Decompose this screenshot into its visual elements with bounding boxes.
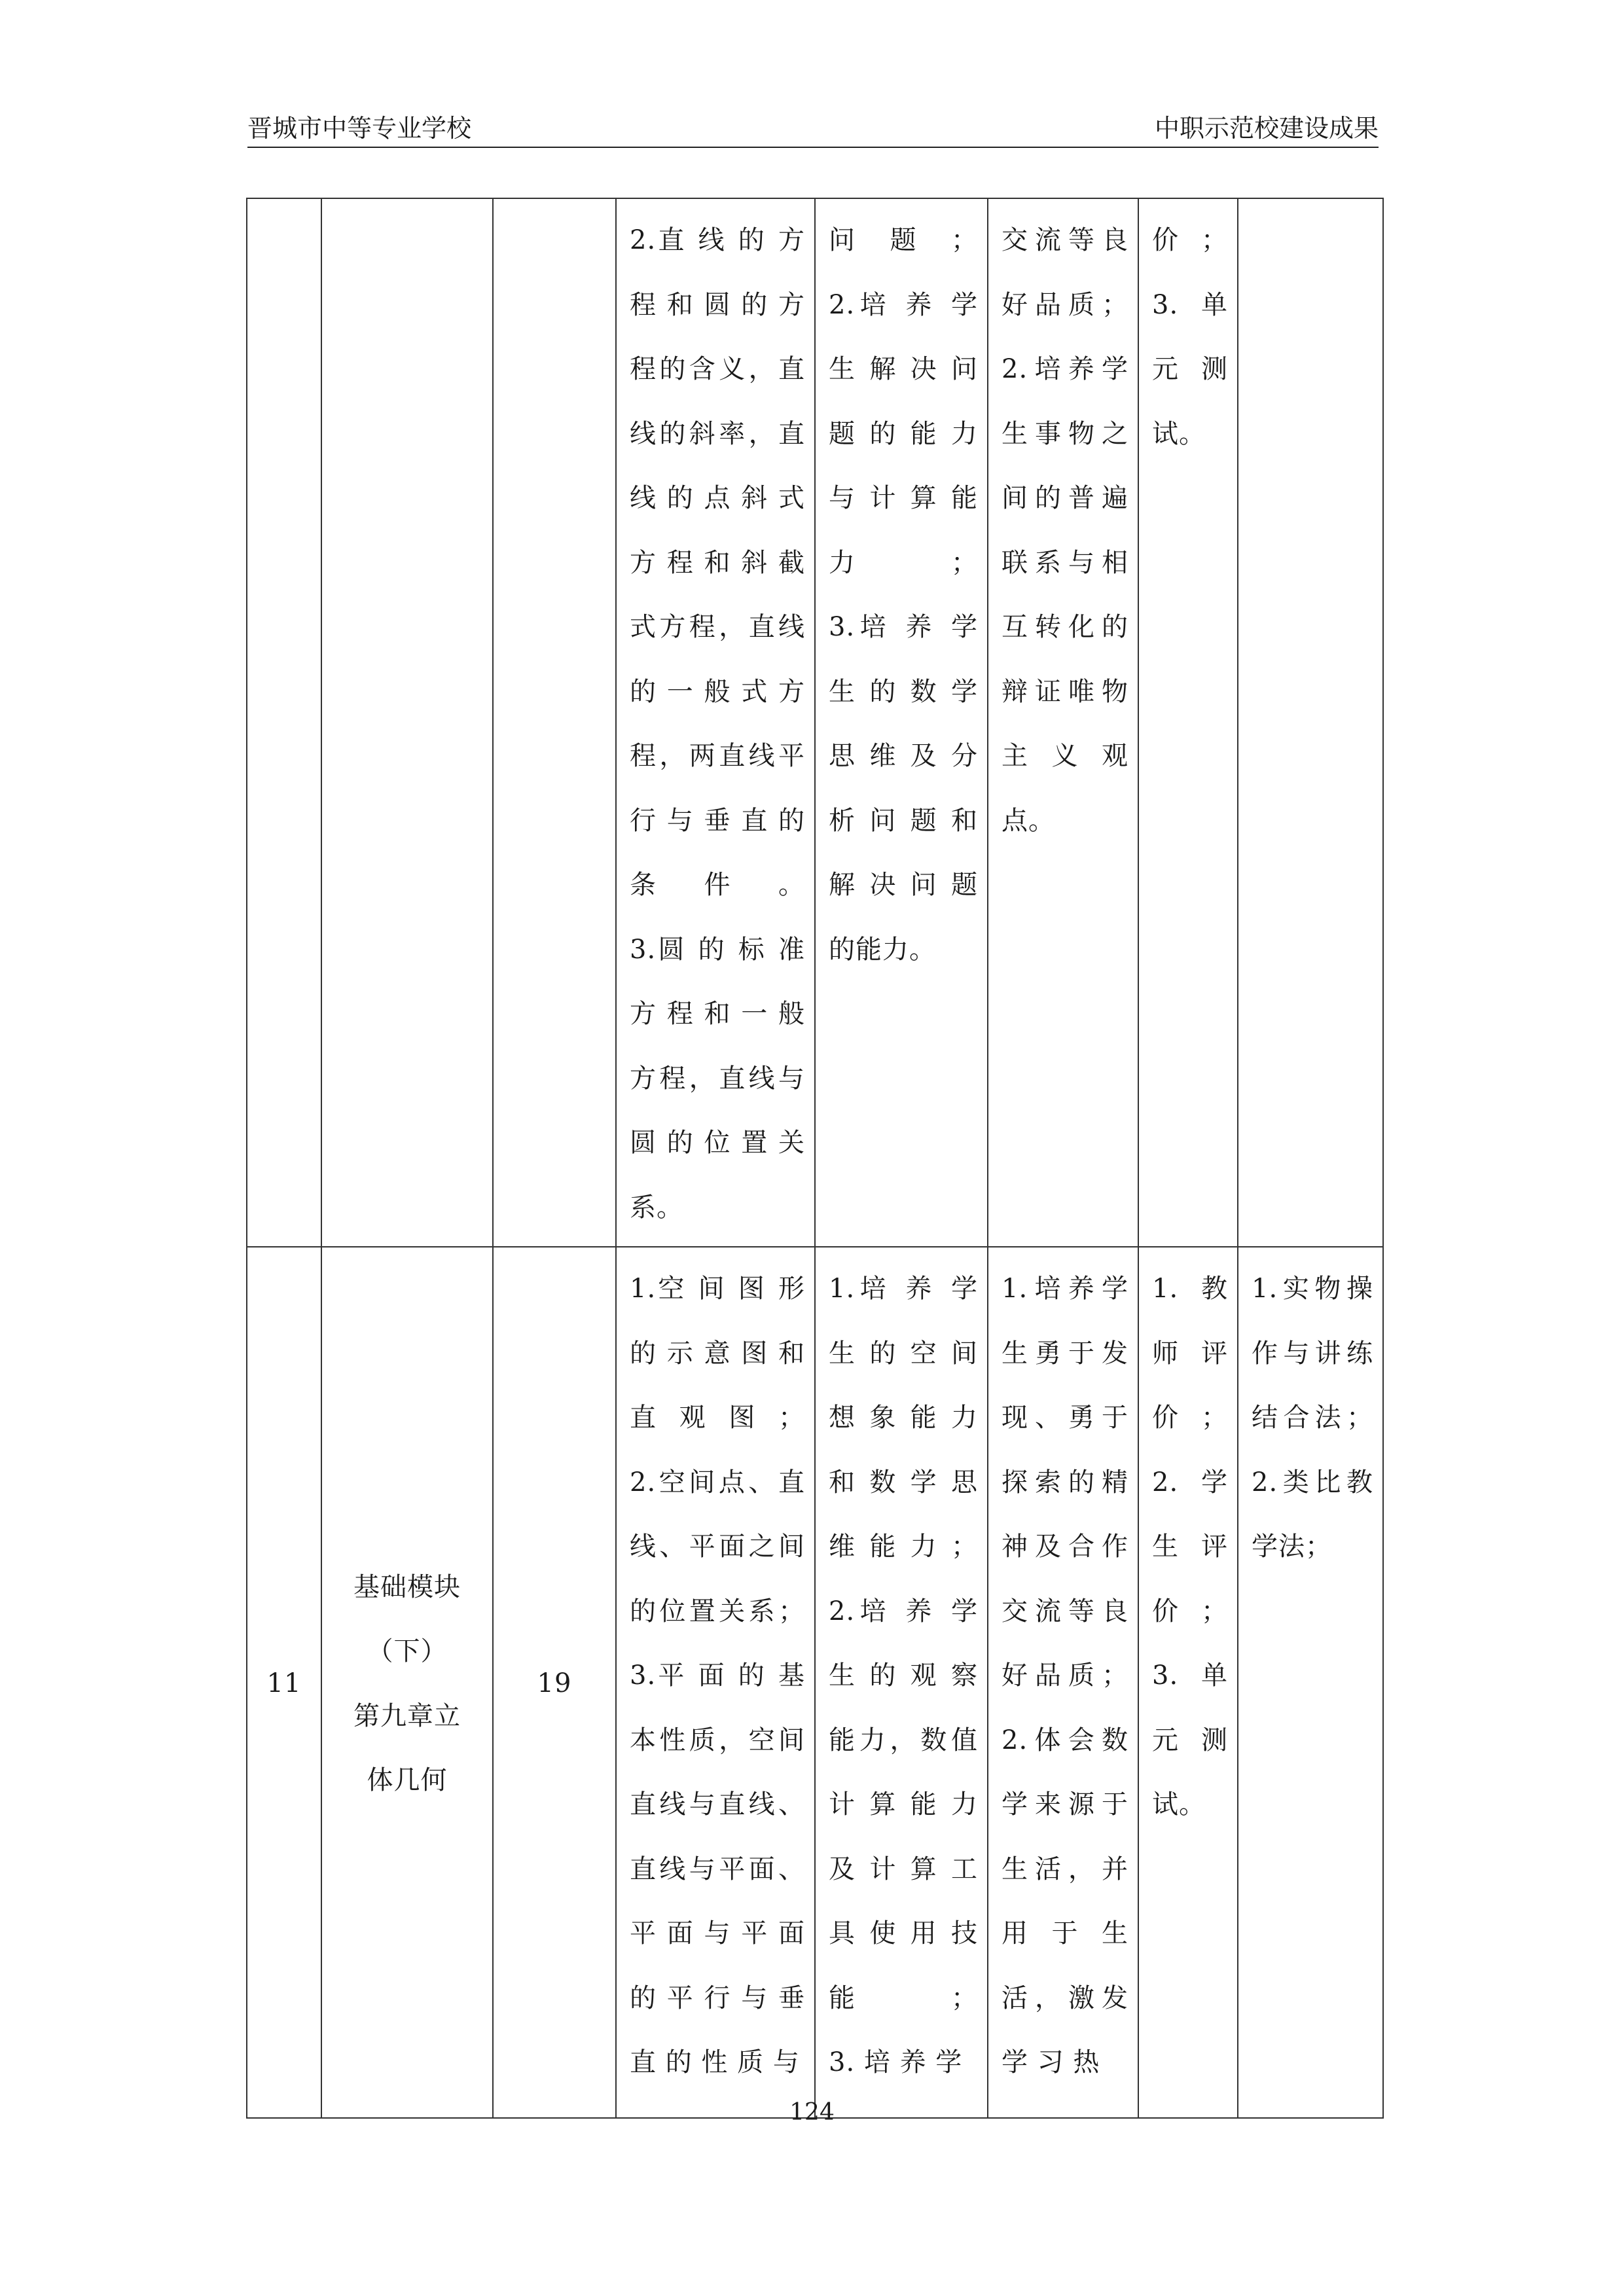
cell-line: 生勇于发 [1001,1338,1128,1369]
cell-ability-goal [815,1247,988,2118]
cell-line: 价； [1152,1403,1228,1433]
cell-line: 学来源于 [1001,1789,1128,1820]
cell-content [616,198,815,1247]
school-name: 晋城市中等专业学校 [247,114,472,143]
cell-hours-text: 19 [537,1668,572,1699]
cell-line: 主 义 观 [1001,741,1128,771]
cell-line: 的 平 行 与 垂 [630,1982,805,2013]
cell-line: 2.直 线 的 方 [630,225,805,255]
cell-line: 程的含义，直 [630,354,805,384]
cell-line: 辩证唯物 [1001,676,1128,707]
cell-line: 的位置关系； [630,1596,805,1626]
cell-line: 联系与相 [1001,547,1128,578]
cell-line: 解 决 问 题 [829,870,978,900]
cell-line: 思 维 及 分 [829,741,978,771]
cell-line: 式方程，直线 [630,612,805,642]
cell-line: 直观图； [630,1403,805,1433]
cell-line: 1.空 间 图 形 [630,1274,805,1304]
cell-line: 1.培 养 学 [829,1274,978,1304]
cell-line: 析 问 题 和 [829,805,978,836]
cell-line: 想 象 能 力 [829,1403,978,1433]
cell-line: 能； [829,1982,978,2013]
cell-line: 1. 教 [1152,1274,1228,1304]
cell-line: 生 的 数 学 [829,676,978,707]
cell-line: 计 算 能 力 [829,1789,978,1820]
cell-line: 作与讲练 [1252,1338,1373,1369]
cell-line: 交流等良 [1001,225,1128,255]
cell-line: 圆 的 位 置 关 [630,1128,805,1158]
cell-line: 生 评 [1152,1532,1228,1562]
cell-line: 师 评 [1152,1338,1228,1369]
cell-line: 2.培 养 学 [829,1596,978,1626]
cell-line: 好品质； [1001,1660,1128,1691]
document-title: 中职示范校建设成果 [1154,114,1379,143]
cell-line: 交流等良 [1001,1596,1128,1626]
cell-line: 力； [829,547,978,578]
cell-line: 生 的 观 察 [829,1660,978,1691]
cell-line: 线的斜率，直 [630,418,805,449]
cell-line: 元 测 [1152,354,1228,384]
cell-line: 3. 培 养 学 [829,2047,963,2077]
cell-line: 3. 单 [1152,289,1228,320]
cell-line: 线 的 点 斜 式 [630,483,805,513]
cell-line: 能力，数值 [829,1725,978,1755]
cell-line: 2. 学 [1152,1467,1228,1498]
cell-number-text: 11 [266,1668,302,1699]
cell-line: 直 的 性 质 与 [630,2047,800,2077]
cell-line: 系。 [630,1192,683,1223]
cell-hours [493,198,616,1247]
cell-line: 直线与直线、 [630,1789,805,1820]
cell-line: 程和圆的方 [630,289,805,320]
cell-line: 2.体会数 [1001,1725,1128,1755]
cell-line: 平 面 与 平 面 [630,1918,805,1948]
cell-line: 价； [1152,225,1228,255]
cell-quality-goal [988,1247,1138,2118]
cell-line: 互转化的 [1001,612,1128,642]
cell-line: 现、勇于 [1001,1403,1128,1433]
cell-line: 2.空间点、直 [630,1467,805,1498]
table-body [247,198,1383,2118]
cell-ability-goal [815,198,988,1247]
cell-line: 维能力； [829,1532,978,1562]
cell-line: 程，两直线平 [630,741,805,771]
cell-line: 问题； [829,225,978,255]
cell-line: 用 于 生 [1001,1918,1128,1948]
cell-number [247,198,321,1247]
cell-line: 生 解 决 问 [829,354,978,384]
cell-line: 学法； [1252,1532,1332,1562]
cell-line: 生 的 空 间 [829,1338,978,1369]
cell-line: 1.培养学 [1001,1274,1128,1304]
cell-line: 2.类比教 [1252,1467,1373,1498]
cell-content [616,1247,815,2118]
table-row [247,198,1383,1247]
cell-line: 元 测 [1152,1725,1228,1755]
cell-line: 点。 [1001,805,1055,836]
cell-line: 的能力。 [829,934,936,965]
cell-line: 间的普遍 [1001,483,1128,513]
cell-line: 活，激发 [1001,1982,1128,2013]
cell-line: 基础模块 [353,1571,461,1602]
cell-module [321,1247,493,2118]
cell-line: 方 程 和 一 般 [630,999,805,1029]
cell-line: 第九章立 [353,1700,461,1731]
cell-line: 1.实物操 [1252,1274,1373,1304]
cell-line: 好品质； [1001,289,1128,320]
cell-line: 3.圆 的 标 准 [630,934,805,965]
cell-evaluation [1138,198,1238,1247]
cell-line: 题 的 能 力 [829,418,978,449]
cell-method [1238,198,1383,1247]
cell-hours [493,1247,616,2118]
cell-line: 3.平 面 的 基 [630,1660,805,1691]
cell-number [247,1247,321,2118]
cell-line: 价； [1152,1596,1228,1626]
cell-line: 生活，并 [1001,1854,1128,1884]
cell-line: 试。 [1152,1789,1206,1820]
cell-line: 体几何 [367,1765,448,1795]
table-row [247,1247,1383,2118]
cell-line: 3.培 养 学 [829,612,978,642]
cell-line: 与 计 算 能 [829,483,978,513]
cell-evaluation [1138,1247,1238,2118]
cell-line: 条件。 [630,870,805,900]
cell-line: 神及合作 [1001,1532,1128,1562]
cell-line: 方程，直线与 [630,1063,805,1094]
cell-line: 3. 单 [1152,1660,1228,1691]
cell-method [1238,1247,1383,2118]
cell-line: 学 习 热 [1001,2047,1100,2077]
cell-module [321,198,493,1247]
cell-line: 和 数 学 思 [829,1467,978,1498]
page-number: 124 [789,2099,835,2126]
cell-line: 探索的精 [1001,1467,1128,1498]
cell-line: （下） [367,1636,448,1666]
cell-line: 本性质，空间 [630,1725,805,1755]
page-header [247,111,1379,148]
cell-line: 结合法； [1252,1403,1373,1433]
cell-line: 行 与 垂 直 的 [630,805,805,836]
cell-line: 试。 [1152,418,1206,449]
cell-line: 的 示 意 图 和 [630,1338,805,1369]
cell-line: 及 计 算 工 [829,1854,978,1884]
cell-line: 2.培养学 [1001,354,1128,384]
cell-quality-goal [988,198,1138,1247]
curriculum-table [246,198,1384,2119]
cell-line: 方 程 和 斜 截 [630,547,805,578]
cell-line: 生事物之 [1001,418,1128,449]
cell-line: 的 一 般 式 方 [630,676,805,707]
cell-line: 2.培 养 学 [829,289,978,320]
cell-line: 具 使 用 技 [829,1918,978,1948]
cell-line: 直线与平面、 [630,1854,805,1884]
cell-line: 线、平面之间 [630,1532,805,1562]
